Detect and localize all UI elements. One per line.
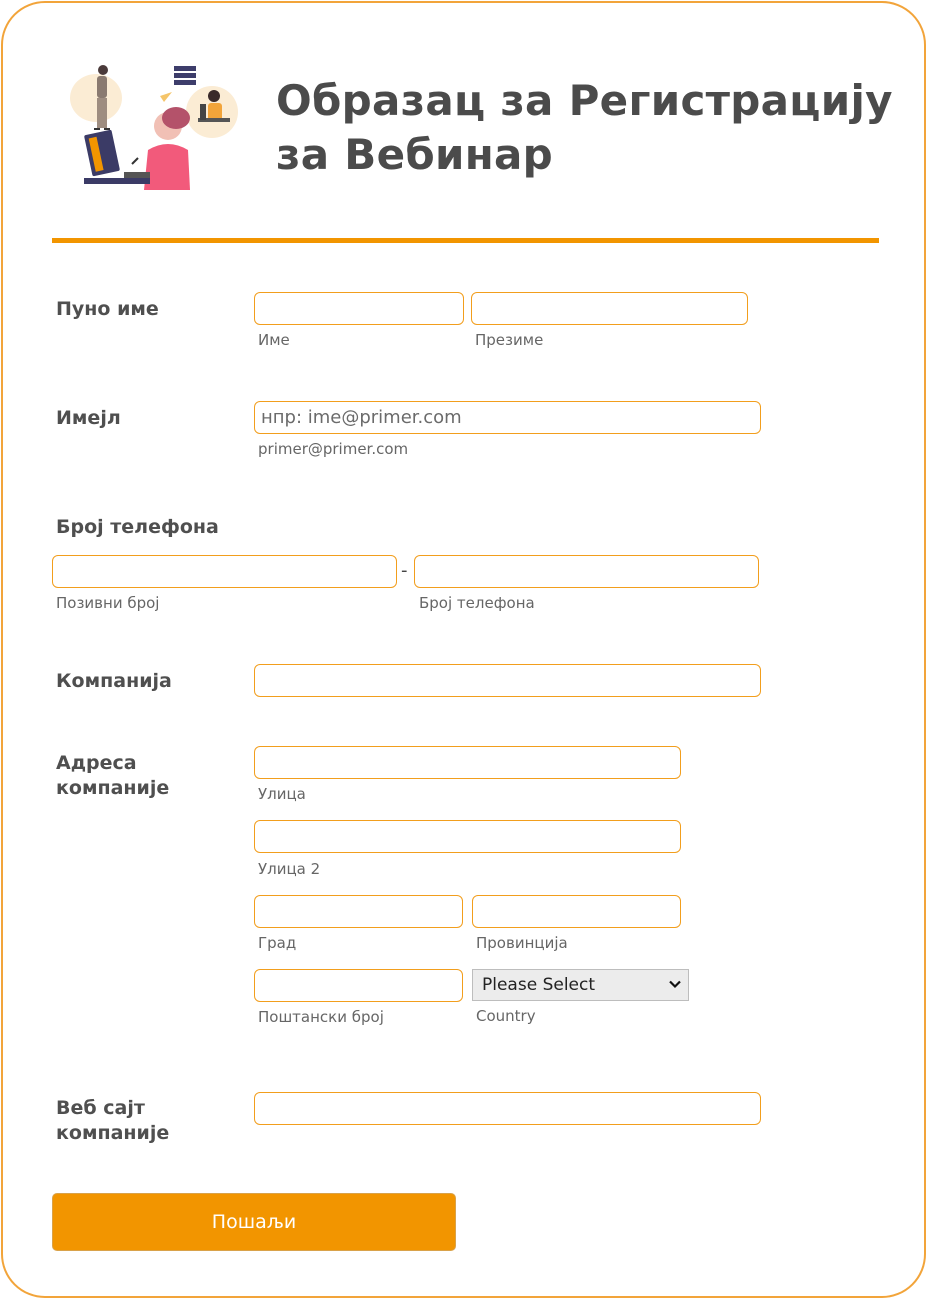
website-label-line1: Веб сајт — [56, 1097, 145, 1119]
phone-number-input[interactable] — [414, 555, 759, 588]
submit-button[interactable]: Пошаљи — [52, 1193, 456, 1251]
email-sublabel: primer@primer.com — [258, 440, 409, 458]
form-title: Образац за Регистрацију за Вебинар — [276, 76, 893, 179]
street2-sublabel: Улица 2 — [258, 860, 321, 878]
website-label — [56, 1096, 169, 1146]
email-label: Имејл — [56, 407, 121, 429]
email-input[interactable] — [254, 401, 761, 434]
website-input[interactable] — [254, 1092, 761, 1125]
city-input[interactable] — [254, 895, 463, 928]
first-name-sublabel: Име — [258, 331, 290, 349]
country-sublabel: Country — [476, 1007, 536, 1025]
website-label-line2: компаније — [56, 1122, 170, 1144]
company-input[interactable] — [254, 664, 761, 697]
city-sublabel: Град — [258, 934, 297, 952]
address-label-line2: компаније — [56, 777, 170, 799]
last-name-sublabel: Презиме — [475, 331, 544, 349]
province-sublabel: Провинција — [476, 934, 568, 952]
webinar-illustration — [64, 58, 244, 194]
country-select[interactable] — [472, 969, 689, 1001]
last-name-input[interactable] — [471, 292, 748, 325]
chevron-down-icon — [668, 977, 682, 991]
full-name-label: Пуно име — [56, 298, 159, 320]
country-selected-value: Please Select — [482, 975, 596, 995]
street-sublabel: Улица — [258, 785, 306, 803]
street2-input[interactable] — [254, 820, 681, 853]
postal-code-input[interactable] — [254, 969, 463, 1002]
phone-separator: - — [401, 560, 408, 581]
address-label — [56, 751, 169, 801]
area-code-sublabel: Позивни број — [56, 594, 160, 612]
address-label-line1: Адреса — [56, 752, 137, 774]
area-code-input[interactable] — [52, 555, 397, 588]
postal-code-sublabel: Поштански број — [258, 1008, 384, 1026]
header-divider — [52, 238, 879, 243]
province-input[interactable] — [472, 895, 681, 928]
phone-label: Број телефона — [56, 516, 219, 538]
street-input[interactable] — [254, 746, 681, 779]
phone-number-sublabel: Број телефона — [419, 594, 535, 612]
company-label: Компанија — [56, 670, 172, 692]
first-name-input[interactable] — [254, 292, 464, 325]
